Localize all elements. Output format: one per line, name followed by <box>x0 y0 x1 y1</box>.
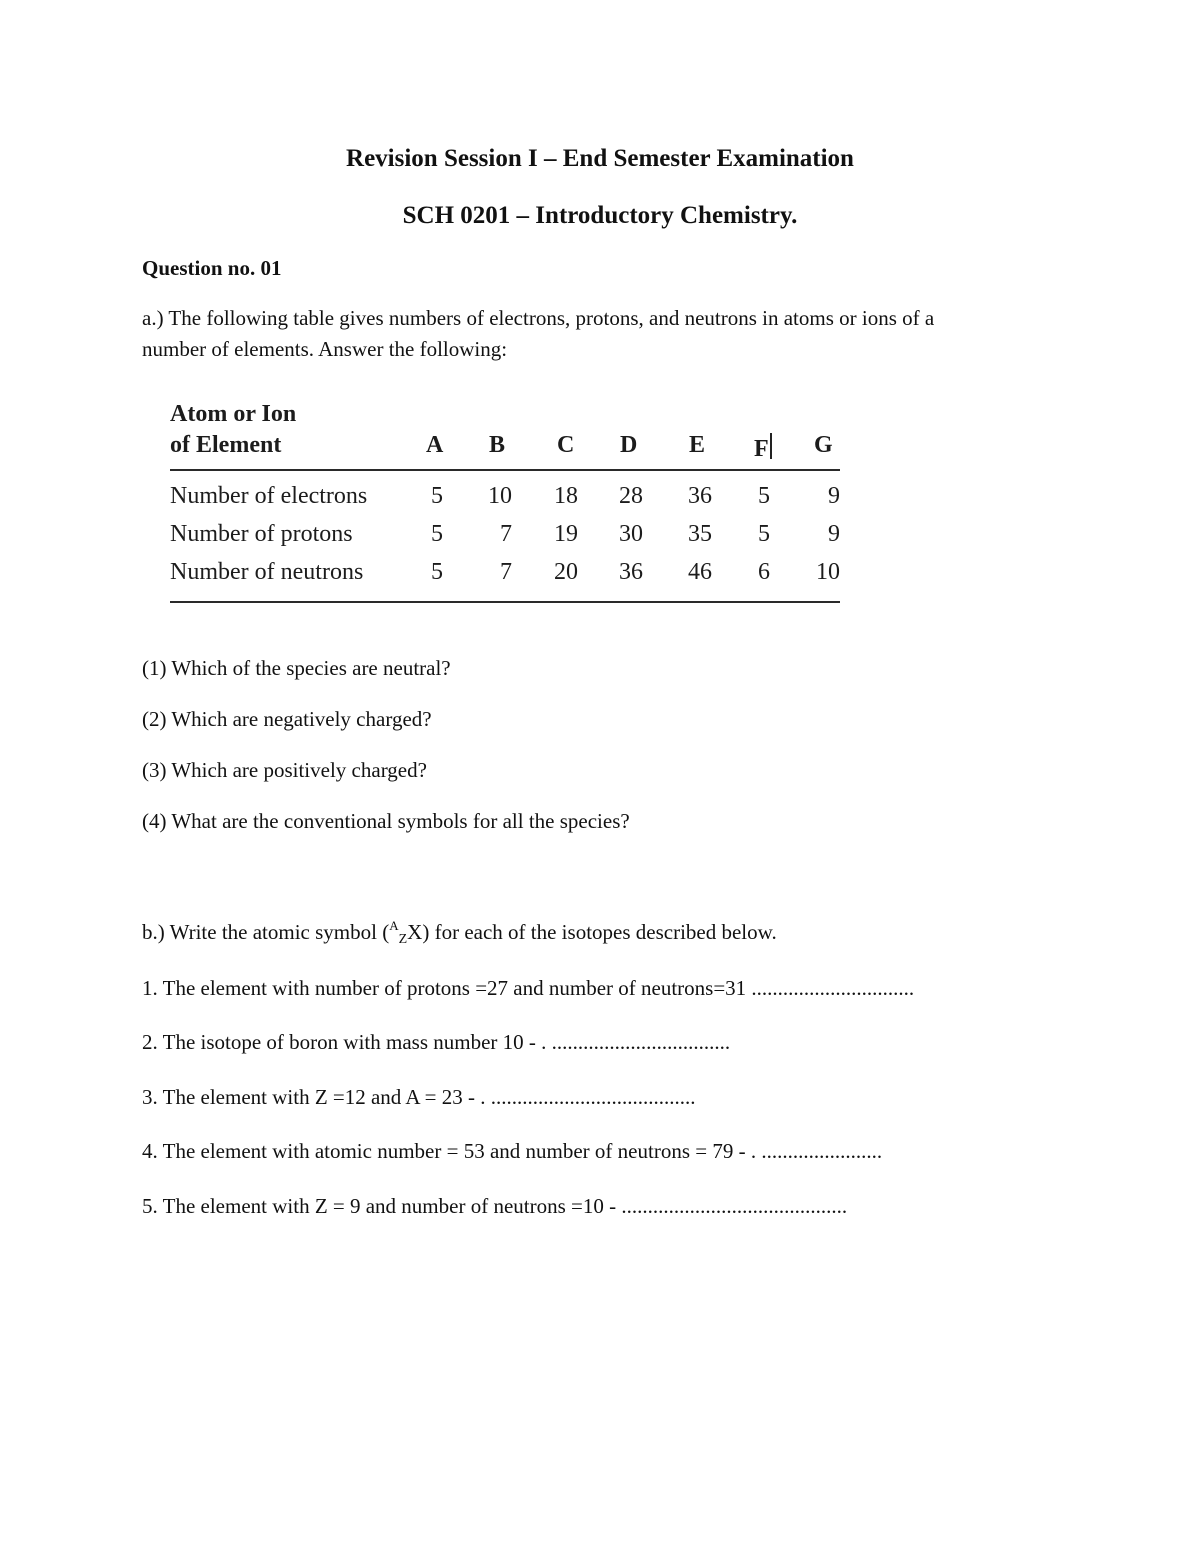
part-a-intro-line1: a.) The following table gives numbers of electrons, protons, and neutrons in atoms or ions of a <box>142 306 935 330</box>
course-title: SCH 0201 – Introductory Chemistry. <box>402 202 798 229</box>
table-cell: 36 <box>619 559 643 585</box>
isotope-item: 1. The element with number of protons =27 and number of neutrons=31 ............................... <box>142 976 915 1000</box>
table-cell: 30 <box>619 521 643 547</box>
symbol-mass-number: A <box>389 918 399 933</box>
table-top-rule <box>170 469 840 471</box>
question-item: (1) Which of the species are neutral? <box>142 656 451 680</box>
table-cell: 7 <box>500 559 512 585</box>
column-header: G <box>814 432 833 458</box>
text-cursor <box>770 433 772 459</box>
part-b-intro <box>142 918 777 947</box>
table-header-line2: of Element <box>170 432 282 458</box>
isotope-item: 3. The element with Z =12 and A = 23 - . ....................................... <box>142 1085 696 1109</box>
table-cell: 19 <box>554 521 578 547</box>
column-header-with-cursor <box>754 433 772 461</box>
table-cell: 35 <box>688 521 712 547</box>
table-cell: 6 <box>758 559 770 585</box>
column-header: E <box>689 432 706 458</box>
row-label: Number of neutrons <box>170 559 364 585</box>
table-cell: 20 <box>554 559 578 585</box>
document-title: Revision Session I – End Semester Examination <box>346 145 854 172</box>
column-header: A <box>426 432 444 458</box>
table-cell: 10 <box>488 483 512 509</box>
part-b-intro-after: ) for each of the isotopes described below. <box>422 920 777 944</box>
table-cell: 28 <box>619 483 643 509</box>
question-item: (4) What are the conventional symbols for all the species? <box>142 809 630 833</box>
column-header: D <box>620 432 638 458</box>
question-label: Question no. 01 <box>142 256 282 280</box>
column-header: B <box>489 432 506 458</box>
isotope-item: 5. The element with Z = 9 and number of neutrons =10 - ........................................... <box>142 1194 848 1218</box>
table-cell: 5 <box>758 483 770 509</box>
question-item: (3) Which are positively charged? <box>142 758 427 782</box>
table-cell: 10 <box>816 559 840 585</box>
row-label: Number of electrons <box>170 483 368 509</box>
isotope-item: 4. The element with atomic number = 53 and number of neutrons = 79 - . ....................... <box>142 1139 883 1163</box>
part-b-intro-before: b.) Write the atomic symbol ( <box>142 920 390 944</box>
table-cell: 18 <box>554 483 578 509</box>
table-cell: 5 <box>431 483 443 509</box>
table-cell: 36 <box>688 483 712 509</box>
row-label: Number of protons <box>170 521 353 547</box>
table-cell: 5 <box>431 521 443 547</box>
table-cell: 9 <box>828 483 840 509</box>
table-cell: 5 <box>431 559 443 585</box>
column-header: C <box>557 432 575 458</box>
table-cell: 5 <box>758 521 770 547</box>
symbol-element: X <box>407 920 423 944</box>
table-cell: 46 <box>688 559 712 585</box>
table-cell: 7 <box>500 521 512 547</box>
table-header-line1: Atom or Ion <box>170 401 297 427</box>
table-bottom-rule <box>170 601 840 603</box>
column-header: F <box>754 436 769 462</box>
table-cell: 9 <box>828 521 840 547</box>
part-a-intro-line2: number of elements. Answer the following: <box>142 337 508 361</box>
question-item: (2) Which are negatively charged? <box>142 707 432 731</box>
symbol-atomic-number: Z <box>398 932 408 947</box>
isotope-item: 2. The isotope of boron with mass number 10 - . .................................. <box>142 1030 731 1054</box>
